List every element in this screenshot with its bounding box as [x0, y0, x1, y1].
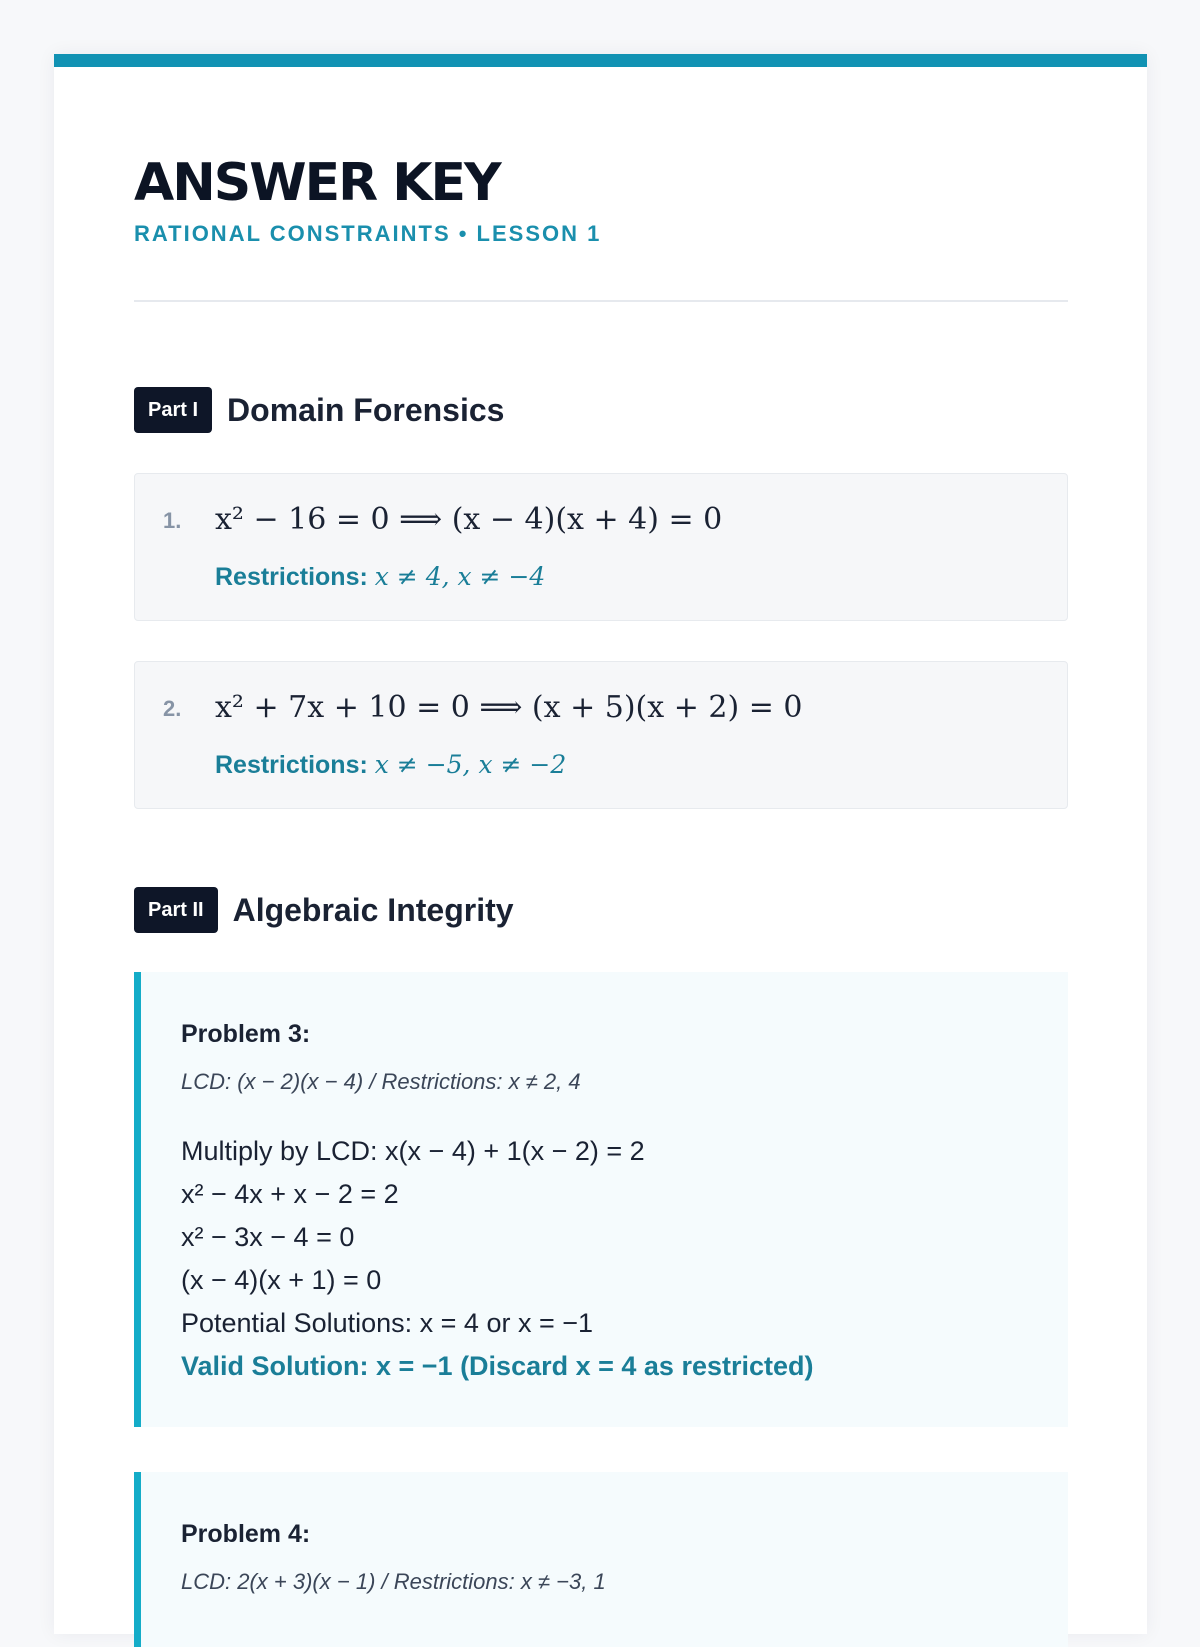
problem-card-1: [134, 473, 1068, 621]
section-title: Algebraic Integrity: [232, 891, 514, 928]
header-divider: [134, 300, 1068, 302]
problem-equation: x² + 7x + 10 = 0 ⟹ (x + 5)(x + 2) = 0: [215, 690, 803, 725]
problem-3-panel: [134, 972, 1068, 1427]
page-subtitle: RATIONAL CONSTRAINTS • LESSON 1: [134, 221, 602, 246]
restrictions-value: x ≠ −5, x ≠ −2: [374, 750, 567, 779]
section-header-part1: [134, 387, 504, 433]
restrictions-value: x ≠ 4, x ≠ −4: [374, 562, 546, 591]
solution-steps: [181, 1130, 814, 1388]
solution-step: x² − 3x − 4 = 0: [181, 1222, 355, 1252]
problem-number: 2.: [163, 696, 182, 721]
solution-step: (x − 4)(x + 1) = 0: [181, 1265, 382, 1295]
problem-number: 1.: [163, 508, 182, 533]
problem-title: Problem 4:: [181, 1520, 311, 1548]
problem-4-panel: [134, 1472, 1068, 1647]
part-badge: Part I: [134, 387, 212, 433]
restrictions: [215, 750, 566, 780]
lcd-line: LCD: 2(x + 3)(x − 1) / Restrictions: x ≠ −3, 1: [181, 1569, 606, 1594]
part-badge: Part II: [134, 887, 218, 933]
section-title: Domain Forensics: [227, 391, 505, 428]
valid-solution: Valid Solution: x = −1 (Discard x = 4 as restricted): [181, 1351, 814, 1381]
answer-key-sheet: [54, 54, 1147, 1634]
page-title: ANSWER KEY: [134, 153, 500, 213]
header: [134, 153, 602, 247]
restrictions-label: Restrictions:: [215, 563, 368, 591]
solution-step: x² − 4x + x − 2 = 2: [181, 1179, 399, 1209]
restrictions-label: Restrictions:: [215, 751, 368, 779]
problem-title: Problem 3:: [181, 1020, 311, 1048]
problem-equation: x² − 16 = 0 ⟹ (x − 4)(x + 4) = 0: [215, 502, 723, 537]
solution-step: Potential Solutions: x = 4 or x = −1: [181, 1308, 594, 1338]
solution-step: Multiply by LCD: x(x − 4) + 1(x − 2) = 2: [181, 1136, 645, 1166]
lcd-line: LCD: (x − 2)(x − 4) / Restrictions: x ≠ 2, 4: [181, 1069, 581, 1094]
problem-card-2: [134, 661, 1068, 809]
section-header-part2: [134, 887, 514, 933]
restrictions: [215, 562, 545, 592]
